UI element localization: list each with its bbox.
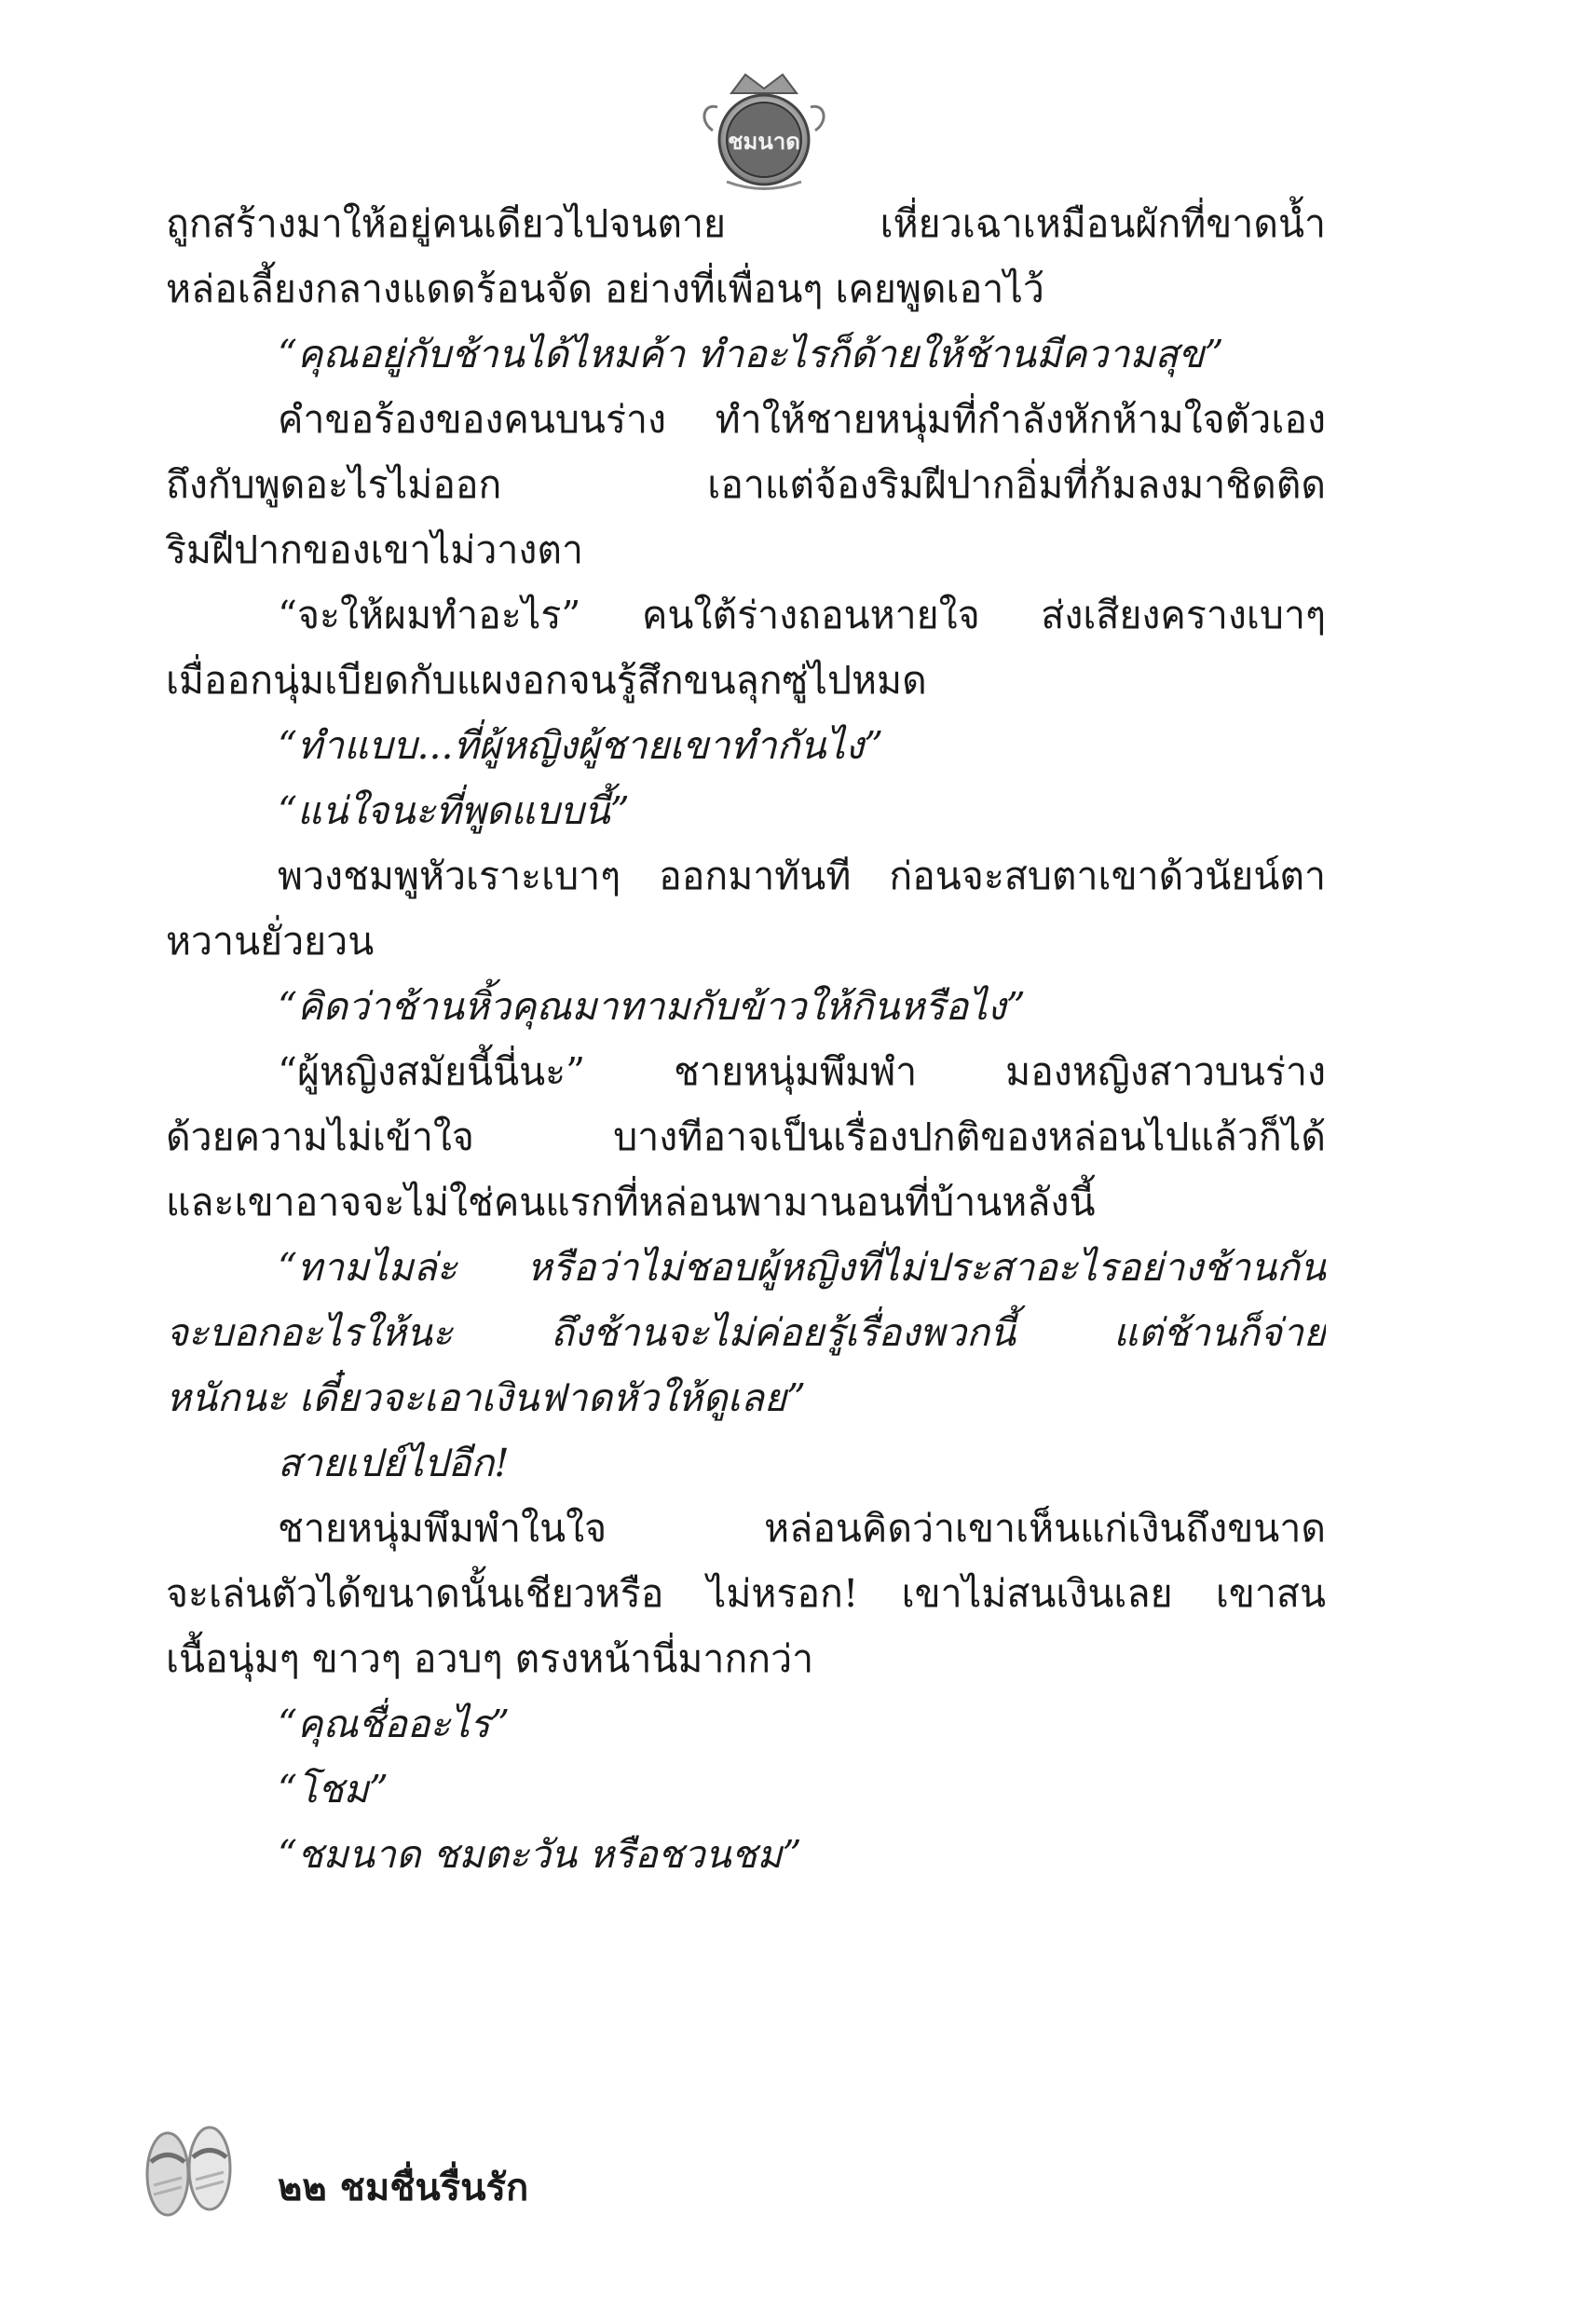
dialogue-line: “คุณชื่ออะไร” [278,1702,511,1746]
text-line: ด้วยความไม่เข้าใจ บางทีอาจเป็นเรื่องปกติของหล่อนไปแล้วก็ได้ [166,1114,1326,1159]
text-line: เมื่ออกนุ่มเบียดกับแผงอกจนรู้สึกขนลุกซู่ไปหมด [166,658,927,703]
text-line: เนื้อนุ่มๆ ขาวๆ อวบๆ ตรงหน้านี่มากกว่า [166,1636,814,1681]
dialogue-line: “ผู้หญิงสมัยนี้นี่นะ” ชายหนุ่มพึมพำ มองหญิงสาวบนร่าง [278,1049,1326,1094]
text-line: จะเล่นตัวได้ขนาดนั้นเชียวหรือ ไม่หรอก! เขาไม่สนเงินเลย เขาสน [166,1571,1326,1616]
dialogue-line: “คิดว่าช้านหิ้วคุณมาทามกับข้าวให้กินหรือไง” [278,984,1026,1029]
logo-text: ชมนาด [728,129,800,155]
text-line: หวานยั่วยวน [166,919,375,964]
text-line: คำขอร้องของคนบนร่าง ทำให้ชายหนุ่มที่กำลังหักห้ามใจตัวเอง [278,397,1326,442]
text-line: ชายหนุ่มพึมพำในใจ หล่อนคิดว่าเขาเห็นแก่เงินถึงขนาด [278,1506,1326,1551]
dialogue-line: หนักนะ เดี๋ยวจะเอาเงินฟาดหัวให้ดูเลย” [166,1375,806,1420]
footer-text [278,2157,528,2217]
text-line: ริมฝีปากของเขาไม่วางตา [166,527,584,572]
text-line: หล่อเลี้ยงกลางแดดร้อนจัด อย่างที่เพื่อนๆ เคยพูดเอาไว้ [166,267,1044,311]
text-line: และเขาอาจจะไม่ใช่คนแรกที่หล่อนพามานอนที่บ้านหลังนี้ [166,1180,1096,1224]
dialogue-line: จะบอกอะไรให้นะ ถึงช้านจะไม่ค่อยรู้เรื่องพวกนี้ แต่ช้านก็จ่าย [166,1310,1326,1355]
dialogue-line: “ทามไมล่ะ หรือว่าไม่ชอบผู้หญิงที่ไม่ประสาอะไรอย่างช้านกัน [278,1245,1326,1290]
thought-line: สายเปย์ไปอีก! [278,1441,510,1485]
text-line: ถึงกับพูดอะไรไม่ออก เอาแต่จ้องริมฝีปากอิ่มที่ก้มลงมาชิดติด [166,462,1326,507]
dialogue-line: “แน่ใจนะที่พูดแบบนี้” [278,788,630,833]
sandals-icon [130,2120,242,2222]
page-footer [130,2120,596,2222]
dialogue-line: “คุณอยู่กับช้านได้ไหมค้า ทำอะไรก็ด้ายให้ช้านมีความสุข” [278,332,1224,376]
page-number: ๒๒ [278,2167,327,2209]
text-line: พวงชมพูหัวเราะเบาๆ ออกมาทันที ก่อนจะสบตาเขาด้วนัยน์ตา [278,854,1326,898]
dialogue-line: “ชมนาด ชมตะวัน หรือชวนชม” [278,1832,802,1877]
dialogue-line: “ทำแบบ...ที่ผู้หญิงผู้ชายเขาทำกันไง” [278,723,884,768]
dialogue-line: “จะให้ผมทำอะไร” คนใต้ร่างถอนหายใจ ส่งเสียงครางเบาๆ [278,593,1326,637]
dialogue-line: “โชม” [278,1767,389,1812]
book-title: ชมชื่นรื่นรัก [339,2167,529,2209]
text-line: ถูกสร้างมาให้อยู่คนเดียวไปจนตาย เหี่ยวเฉาเหมือนผักที่ขาดน้ำ [166,201,1326,246]
body-text [166,191,1326,1887]
crown-emblem-icon [694,56,834,196]
